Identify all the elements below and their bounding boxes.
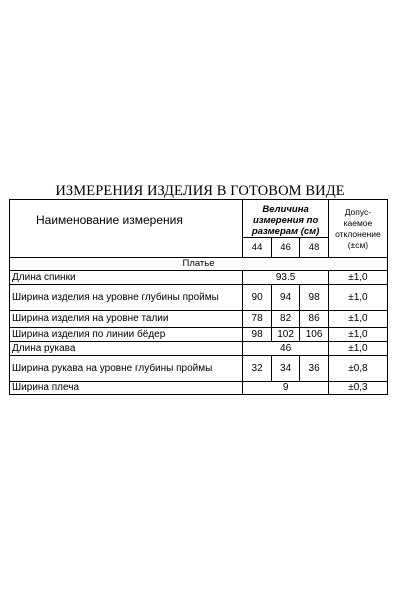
header-size-values: Величина измерения по размерам (см) xyxy=(243,200,329,238)
measurement-value: 36 xyxy=(300,356,329,382)
tolerance-value: ±0,3 xyxy=(328,382,387,395)
measurement-value: 98 xyxy=(300,285,329,311)
header-measurement-name: Наименование измерения xyxy=(10,200,243,258)
table-row xyxy=(10,356,388,382)
measurement-value: 34 xyxy=(271,356,300,382)
measurement-value: 102 xyxy=(271,328,300,342)
measurement-value: 9 xyxy=(243,382,329,395)
measurement-name: Ширина изделия по линии бёдер xyxy=(10,328,243,342)
measurement-name: Ширина плеча xyxy=(10,382,243,395)
table-row xyxy=(10,328,388,342)
table-header-row xyxy=(10,200,388,238)
measurement-value: 82 xyxy=(271,311,300,328)
table-row xyxy=(10,271,388,285)
size-header: 48 xyxy=(300,238,329,258)
page-title: ИЗМЕРЕНИЯ ИЗДЕЛИЯ В ГОТОВОМ ВИДЕ xyxy=(55,183,345,199)
measurement-value: 32 xyxy=(243,356,272,382)
measurement-name: Ширина изделия на уровне глубины проймы xyxy=(10,285,243,311)
measurement-value: 86 xyxy=(300,311,329,328)
measurement-value: 106 xyxy=(300,328,329,342)
measurement-value: 93.5 xyxy=(243,271,329,285)
measurement-value: 78 xyxy=(243,311,272,328)
measurement-name: Ширина рукава на уровне глубины проймы xyxy=(10,356,243,382)
measurement-value: 94 xyxy=(271,285,300,311)
size-header: 46 xyxy=(271,238,300,258)
tolerance-value: ±1,0 xyxy=(328,311,387,328)
measurement-name: Длина рукава xyxy=(10,342,243,356)
measurement-name: Длина спинки xyxy=(10,271,243,285)
table-row xyxy=(10,342,388,356)
measurement-name: Ширина изделия на уровне талии xyxy=(10,311,243,328)
section-row xyxy=(10,258,388,271)
tolerance-value: ±1,0 xyxy=(328,285,387,311)
table-row xyxy=(10,382,388,395)
measurement-value: 90 xyxy=(243,285,272,311)
table-row xyxy=(10,311,388,328)
tolerance-value: ±0,8 xyxy=(328,356,387,382)
size-header: 44 xyxy=(243,238,272,258)
measurements-table xyxy=(9,199,388,395)
section-label: Платье xyxy=(10,258,388,271)
tolerance-value: ±1,0 xyxy=(328,328,387,342)
measurement-value: 98 xyxy=(243,328,272,342)
tolerance-value: ±1,0 xyxy=(328,271,387,285)
table-row xyxy=(10,285,388,311)
header-tolerance: Допус-каемое отклонение (±см) xyxy=(328,200,387,258)
measurement-value: 46 xyxy=(243,342,329,356)
tolerance-value: ±1,0 xyxy=(328,342,387,356)
